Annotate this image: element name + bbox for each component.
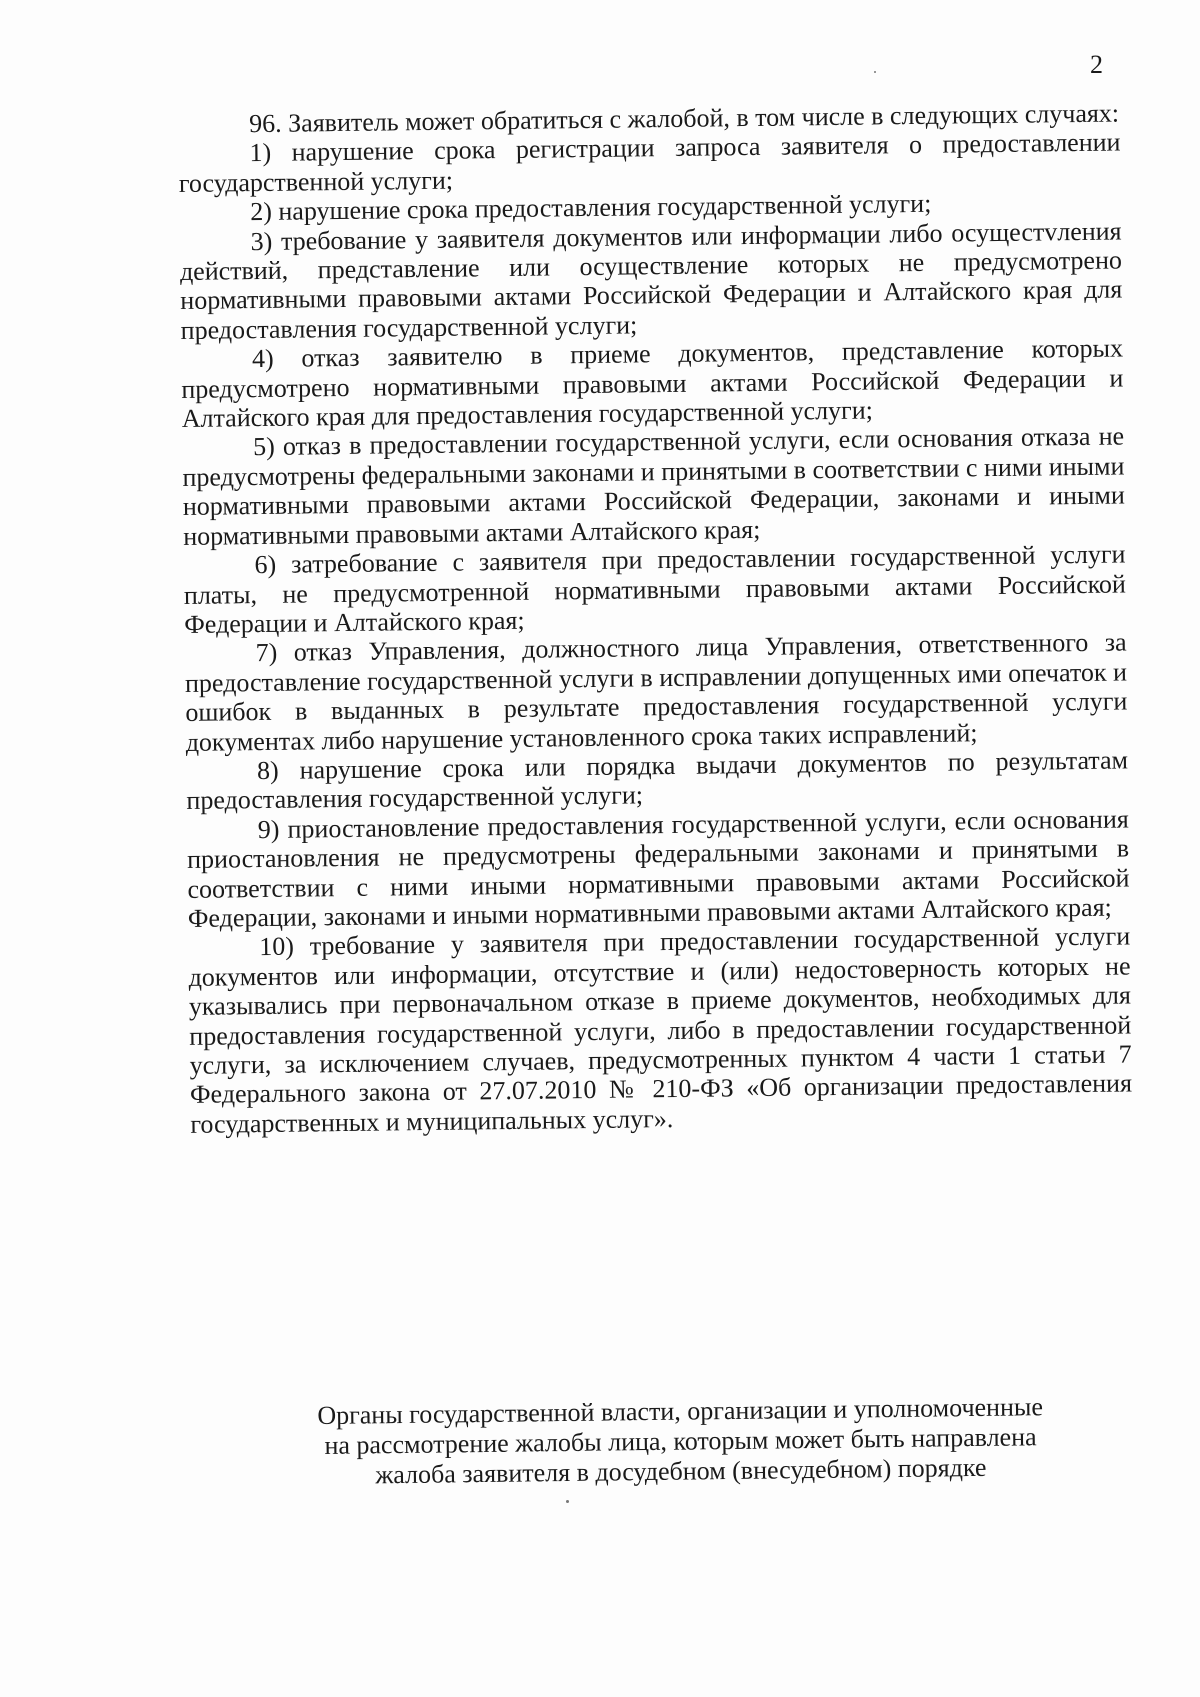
- page-number: 2: [1090, 50, 1103, 79]
- list-item-8: 8) нарушение срока или порядка выдачи документов по результатам предоставления государственной услуги;: [186, 745, 1129, 816]
- section-heading: [240, 1391, 1121, 1492]
- list-item-7: 7) отказ Управления, должностного лица Управления, ответственного за предоставление государственной услуги в исправлении допущенных ими опечаток и ошибок в выданных в результате предоставления государственной услуги документах либо нарушение установленного срока таких исправлений;: [184, 627, 1128, 757]
- list-item-5: 5) отказ в предоставлении государственной услуги, если основания отказа не предусмотрены федеральными законами и принятыми в соответствии с ними иными нормативными правовыми актами Российской Федерации, законами и иными нормативными правовыми актами Алтайского края;: [182, 421, 1125, 551]
- scan-speck: [874, 71, 876, 73]
- list-item-6: 6) затребование с заявителя при предоставлении государственной услуги платы, не предусмотренной нормативными правовыми актами Российской Федерации и Алтайского края;: [183, 539, 1127, 639]
- list-item-9: 9) приостановление предоставления государственной услуги, если основания приостановления не предусмотрены федеральными законами и принятыми в соответствии с ними иными нормативными правовыми актами Российской Федерации, законами и иными нормативными правовыми актами Алтайского края;: [186, 804, 1130, 933]
- scan-speck: [566, 1500, 569, 1503]
- heading-line-1: Органы государственной власти, организации и уполномоченные: [317, 1392, 1044, 1431]
- heading-line-3: жалоба заявителя в досудебном (внесудебном) порядке: [375, 1452, 987, 1490]
- paragraph-96-intro: 96. Заявитель может обратиться с жалобой, в том числе в следующих случаях:: [248, 98, 1120, 139]
- list-item-10: 10) требование у заявителя при предоставлении государственной услуги документов или информации, отсутствие и (или) недостоверность которых не указывались при первоначальном отказе в приеме документов, необходимых для предоставления государственной услуги, либо в предоставлении государственной услуги, за исключением случаев, предусмотренных пунктом 4 части 1 статьи 7 Федерального закона от 27.07.2010 № 210-ФЗ «Об организации предоставления государственных и муниципальных услуг».: [188, 921, 1133, 1139]
- heading-line-2: на рассмотрение жалобы лица, которым может быть направлена: [324, 1422, 1037, 1460]
- list-item-2: 2) нарушение срока предоставления государственной услуги;: [250, 189, 932, 227]
- list-item-1: 1) нарушение срока регистрации запроса заявителя о предоставлении государственной услуги;: [178, 127, 1121, 198]
- list-item-4: 4) отказ заявителю в приеме документов, представление которых предусмотрено нормативными правовыми актами Российской Федерации и Алтайского края для предоставления государственной услуги;: [181, 333, 1124, 434]
- body-text: [178, 98, 1133, 1139]
- list-item-3: 3) требование у заявителя документов или информации либо осущестvления действий, представление или осуществление которых не предусмотрено нормативными правовыми актами Российской Федерации и Алтайского края для предоставления государственной услуги;: [179, 216, 1123, 345]
